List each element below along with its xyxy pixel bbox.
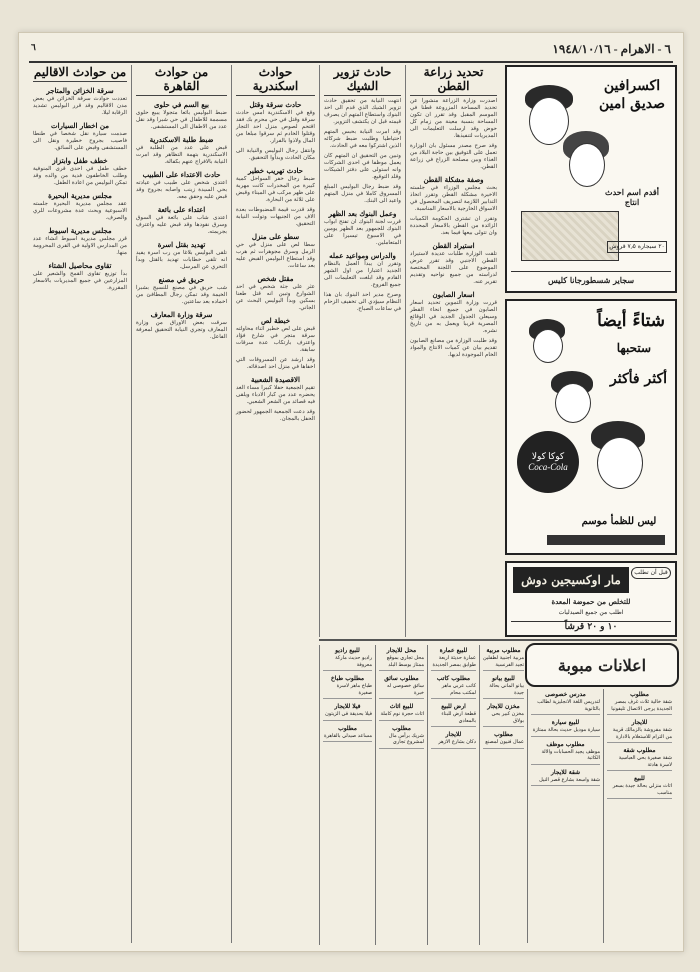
mar-corner-text: قبل أن تطلب [631,567,671,579]
classified-heading: ارض للبيع [441,703,466,710]
classified-heading: مطلوب [338,724,357,732]
classified-heading: للايجار [445,731,462,738]
dateline: ٦ - الاهرام - ١٩٤٨/١٠/١٦ [552,42,671,56]
classified-item: مطلوب طباخ طباخ ماهر لاسرة صغيرة [323,673,372,699]
news-column-2: حادث تزوير الشيك انتهت النيابة من تحقيق حادث تزوير الشيك الذي قدم الى احد البنوك واستطاع المتهم ان يصرف قيمته قبل ان يكتشف التزوير. وقد امرت النيابة بحبس المتهم احتياطيا وطلبت ضبط شركائه الذين اشتركوا معه في الحادث. وتبين من التحقيق ان المتهم كان يعمل موظفا في احدى الشركات وانه استولى على دفتر الشيكات وقلد التوقيع. وقد ضبط رجال البوليس المبلغ المسروق كاملا في منزل المتهم واعيد الى البنك. وعمل البنوك بعد الظهر قررت لجنة البنوك ان تفتح ابواب البنوك للجمهور بعد الظهر يومين في الاسبوع تيسيرا على المتعاملين. والدراس ومواعيد عمله وتقرر ان يبدأ العمل بالنظام الجديد اعتبارا من اول الشهر القادم وقد ابلغت التعليمات الى جميع الفروع. وصرح مدير احد البنوك بان هذا النظام سيؤدي الى تخفيف الزحام في ساعات الصباح. [319,65,405,637]
classified-heading: مطلوب مربية [486,647,521,654]
mar-price: ١٠ و ٢٠ قرشاً [511,621,671,632]
classified-item: فيلا للايجار فيلا بحديقة في الزيتون [323,701,372,721]
classified-item: مطلوب شريك برأس مال لمشروع تجاري [379,723,424,749]
classified-heading: للبيع بيانو [492,675,515,682]
column-3-headline: حوادث اسكندرية [236,65,315,96]
woman-face-illustration [569,143,605,187]
column-5-headline: من حوادث الاقاليم [33,65,127,82]
cola-logo-arabic: كوكا كولا [531,451,565,461]
classified-item: مدرس خصوصى لتدريس اللغة الانجليزية لطالب بالثانوية [531,689,600,715]
classified-col-2 [527,689,603,943]
page-number: ٦ [31,42,36,52]
classified-item: للبيع راديو راديو حديث ماركة معروفة [323,645,372,671]
column-4-headline: من حوادث القاهرة [136,65,227,96]
classified-item: للبيع اثاث منزلي بحالة جيدة بسعر مناسب [607,773,672,799]
cola-line2: أكثر فأكثر [610,371,667,387]
classified-heading: مطلوب [392,724,411,732]
cola-ad [505,299,677,555]
cola-tagline: ليس للظمأ موسم [581,516,657,527]
mar-line1: للتخلص من حموضة المعدة [551,597,631,606]
classified-heading: مطلوب طباخ [330,675,365,682]
cigarette-price: ٢٠ سيجارة ٧٫٥ قروش [607,241,667,253]
classified-heading: مطلوب سائق [384,675,419,682]
column-5-subhead-5: مجلس مديرية اسيوط [48,226,112,235]
classified-item: مطلوب شقة شقة صغيرة بحي العباسية لاسرة هادئة [607,745,672,771]
column-5-subhead-6: تقاوى محاصيل الشتاء [48,261,112,270]
classified-heading: مطلوب موظف [546,740,585,748]
masthead [29,37,673,63]
column-5-subhead-1: سرقة الخزائن والمتاجر [46,86,114,95]
column-3-subhead-2: حادث تهريب خطير [248,166,303,175]
cigarette-headline: اكسرافين صديق امين [599,78,665,112]
classified-item: للبيع عمارة عمارة حديثة اربعة طوابق بمصر الجديدة [431,645,476,671]
mar-headline: مار اوكسيجين دوش [521,573,621,587]
cigarette-brand: سجاير شسطورجانا كليس [511,271,671,285]
column-5-subhead-2: من اخطار السيارات [51,121,109,130]
newspaper-page [18,32,684,952]
column-3-subhead-1: حادث سرقة وقتل [249,100,302,109]
cola-headline: شتاءً أيضاً [597,311,665,331]
cigarette-pack-illustration [521,211,619,261]
classified-item: مطلوب شقة خالية ثلاث غرف بمصر الجديدة يرجى الاتصال تليفونيا [607,689,672,715]
classified-heading: للبيع راديو [335,647,360,654]
classified-item: للبيع سيارة سيارة موديل حديث بحالة ممتازة [531,717,600,737]
classified-item: شقة للايجار شقة واسعة بشارع قصر النيل [531,767,600,787]
classified-heading: للبيع سيارة [551,719,580,726]
column-4-subhead-7: سرقة وزارة المعارف [150,310,213,319]
man-face-illustration [529,97,569,145]
classified-heading: مخزن للايجار [487,703,520,710]
classified-col-3 [479,645,527,945]
classified-item: مطلوب مربية مربية اجنبية لطفلين تجيد الفرنسية [483,645,524,671]
column-4-subhead-2: ضبط طلبة الاسكندرية [149,135,214,144]
news-column-5: من حوادث الاقاليم سرقة الخزائن والمتاجر تعددت حوادث سرقة الخزائن في بعض مدن الاقاليم وقد قرر البوليس تشديد الرقابة ليلا. من اخطار السيارات صدمت سيارة نقل شخصا في طنطا فاصيب بجروح خطيرة ونقل الى المستشفى وقبض على السائق. خطف طفل وابتزاز خطف طفل في احدى قرى المنوفية وطلب الخاطفون فدية من والده وقد تمكن البوليس من اعادة الطفل. مجلس مديرية البحيرة عقد مجلس مديرية البحيرة جلسته الاسبوعية وبحث عدة مشروعات للري والصرف. مجلس مديرية اسيوط قرر مجلس مديرية اسيوط انشاء عدد من المدارس الاولية في القرى المحرومة منها. تقاوى محاصيل الشتاء بدأ توزيع تقاوى القمح والشعير على المزارعين في جميع المديريات بالاسعار المقررة. [33,65,127,291]
classified-heading: مطلوب [494,731,513,738]
classified-heading: للبيع اثاث [389,703,414,710]
column-3-subhead-5: خبطة لص [260,316,291,325]
classified-item: مطلوب كاتب كاتب عربي ماهر لمكتب محام [431,673,476,699]
girl-face-top [533,329,563,363]
news-column-3: حوادث اسكندرية حادث سرقة وقتل وقع في الاسكندرية امس حادث سرقة وقتل في حي محرم بك فقد اقتحم لصوص منزل احد التجار وقتلوا الخادم ثم سرقوا مبلغا من المال ولاذوا بالفرار. وانتقل رجال البوليس والنيابة الى مكان الحادث وبدأوا التحقيق. حادث تهريب خطير ضبط رجال خفر السواحل كمية كبيرة من المخدرات كانت مهربة على ظهر مركب في الميناء وقبض على ثلاثة من البحارة. وقد قدرت قيمة المضبوطات بعدة الاف من الجنيهات وتولت النيابة التحقيق. سطو على منزل سطا لص على منزل في حي الرمل وسرق مجوهرات ثم هرب وقد استطاع البوليس القبض عليه بعد ساعات. مقتل شخص عثر على جثة شخص في احد الشوارع وتبين انه قتل طعنا بسكين وبدأ البوليس البحث عن الجاني. خبطة لص قبض على لص خطير اثناء محاولته سرقة متجر في شارع فؤاد واعترف بارتكاب عدة سرقات سابقة. وقد ارشد عن المسروقات التي اخفاها في منزل احد اصدقائه. الاقصيدة الشعبية تقيم الجمعية حفلا كبيرا مساء الغد يحضره عدد من كبار الادباء ويلقى فيه قصائد من الشعر الشعبي. وقد دعت الجمعية الجمهور لحضور الحفل بالمجان. [231,65,319,943]
cigarette-ad [505,65,677,293]
column-3-subhead-3: سطو على منزل [251,232,300,241]
classified-item: للايجار دكان بشارع الازهر [431,729,476,749]
column-4-subhead-6: حريق في مصنع [158,275,205,284]
classified-col-4 [427,645,479,945]
column-2-subhead-2: والدراس ومواعيد عمله [329,251,396,260]
column-4-subhead-5: تهديد بقتل اسرة [157,240,206,249]
cola-footer-bar [547,535,665,545]
classified-heading: مطلوب شقة [623,747,656,754]
column-2-subhead-1: وعمل البنوك بعد الظهر [328,209,397,218]
column-4-subhead-1: بيع السم في حلوى [154,100,209,109]
classified-col-6 [319,645,375,945]
classified-heading: للبيع [634,775,645,782]
column-5-subhead-3: خطف طفل وابتزاز [52,156,108,165]
news-column-4: من حوادث القاهرة بيع السم في حلوى ضبط البوليس بائعا متجولا يبيع حلوى مسممة للاطفال في حي شبرا وقد نقل عدد من الاطفال الى المستشفى. ضبط طلبة الاسكندرية قبض على عدد من الطلبة في الاسكندرية بتهمة التظاهر وقد امرت النيابة بالافراج عنهم بكفالة. حادث الاعتداء على الطبيب اعتدى شخص على طبيب في عيادته بحي السيدة زينب واصابه بجروح وقد قبض عليه وحقق معه. اعتداء على بائعة اعتدى شاب على بائعة في السوق وسرق نقودها وقد قبض عليه واعترف بجريمته. تهديد بقتل اسرة تلقى البوليس بلاغا من رب اسرة يفيد انه تلقى خطابات تهديد بالقتل وبدأ التحري عن المرسل. حريق في مصنع شب حريق في مصنع للنسيج بشبرا الخيمة وقد تمكن رجال المطافئ من اخماده بعد ساعتين. سرقة وزارة المعارف سرقت بعض الاوراق من وزارة المعارف وتجري النيابة التحقيق لمعرفة الفاعل. [131,65,231,943]
column-3-subhead-6: الاقصيدة الشعبية [251,375,300,384]
classified-item: مخزن للايجار مخزن كبير بحي بولاق [483,701,524,727]
column-1-subhead-3: اسعار الصابون [432,290,475,299]
classified-col-5 [375,645,427,945]
column-1-subhead-2: استيراد القطن [432,241,475,250]
classifieds-header: اعلانات مبوبة [525,643,679,687]
column-4-subhead-3: حادث الاعتداء على الطبيب [142,170,221,179]
news-column-1: تحديد زراعة القطن اصدرت وزارة الزراعة منشورا عن تحديد المساحة المزروعة قطنا في الموسم المقبل وقد تقرر ان تكون المساحة بنسبة معينة من زمام كل حوض وقد ارسلت التعليمات الى المديريات لتنفيذها. وقد صرح مصدر مسئول بان الوزارة تعمل على التوفيق بين حاجة البلاد من الغذاء وبين مصلحة الزراع في زراعة القطن. وصفة مشكلة القطن بحث مجلس الوزراء في جلسته الاخيرة مشكلة القطن وتقرر اتخاذ التدابير اللازمة لتصريف المحصول في الاسواق الخارجية بالاسعار المناسبة. وتقرر ان تشترى الحكومة الكميات الزائدة من القطن بالاسعار المحددة وان تتولى بيعها فيما بعد. استيراد القطن تلقت الوزارة طلبات عديدة لاستيراد القطن الاجنبي وقد تقرر عرض الموضوع على اللجنة المختصة لدراسته من جميع نواحيه وتقديم تقرير عنه. اسعار الصابون قررت وزارة التموين تحديد اسعار الصابون في جميع انحاء القطر وسيعلن الجدول الجديد في الوقائع المصرية قريبا ويعمل به من تاريخ نشره. وقد طلبت الوزارة من مصانع الصابون تقديم بيان عن كميات الانتاج والمواد الخام الموجودة لديها. [405,65,501,637]
classified-heading: مدرس خصوصى [545,691,586,698]
cola-line1: ستحبها [616,341,651,355]
classified-item: محل للايجار محل تجاري بموقع ممتاز بوسط البلد [379,645,424,671]
classified-item: مطلوب موظف موظف يجيد الحسابات والالة الكاتبة [531,739,600,765]
classified-heading: للايجار [631,719,648,726]
girl-face-bottom [597,437,643,489]
column-3-subhead-4: مقتل شخص [257,274,294,283]
classifieds-top-rule [319,639,677,641]
column-4-subhead-4: اعتداء على بائعة [157,205,206,214]
cola-logo-english: Coca-Cola [528,462,568,472]
classified-heading: فيلا للايجار [334,703,361,710]
classified-item: للبيع بيانو بيانو الماني بحالة جيدة [483,673,524,699]
girl-face-middle [555,383,591,423]
classified-item: مطلوب سائق سائق خصوصي له خبرة [379,673,424,699]
cigarette-tagline: أقدم اسم احدث انتاج [605,187,659,207]
classified-heading: للبيع عمارة [439,647,468,654]
classified-item: مطلوب مساعد صيدلي بالقاهرة [323,723,372,743]
classified-heading: محل للايجار [386,647,417,654]
classified-item: ارض للبيع قطعة ارض للبناء بالمعادي [431,701,476,727]
column-5-subhead-4: مجلس مديرية البحيرة [48,191,112,200]
classified-item: مطلوب عمال فنيون لمصنع [483,729,524,749]
classified-item: للبيع اثاث اثاث حجرة نوم كاملة [379,701,424,721]
coca-cola-logo [517,431,579,493]
classified-heading: مطلوب [630,691,649,698]
classified-col-1 [603,689,675,943]
classified-heading: شقة للايجار [550,768,581,776]
mar-oxygen-ad [505,561,677,637]
column-1-headline: تحديد زراعة القطن [410,65,497,96]
mar-line2: اطلب من جميع الصيدليات [558,609,624,616]
classified-heading: مطلوب كاتب [436,675,471,682]
column-1-subhead-1: وصفة مشكلة القطن [423,175,484,184]
classified-item: للايجار شقة مفروشة بالزمالك قريبة من الترام للاستعلام بالادارة [607,717,672,743]
column-2-headline: حادث تزوير الشيك [324,65,401,96]
